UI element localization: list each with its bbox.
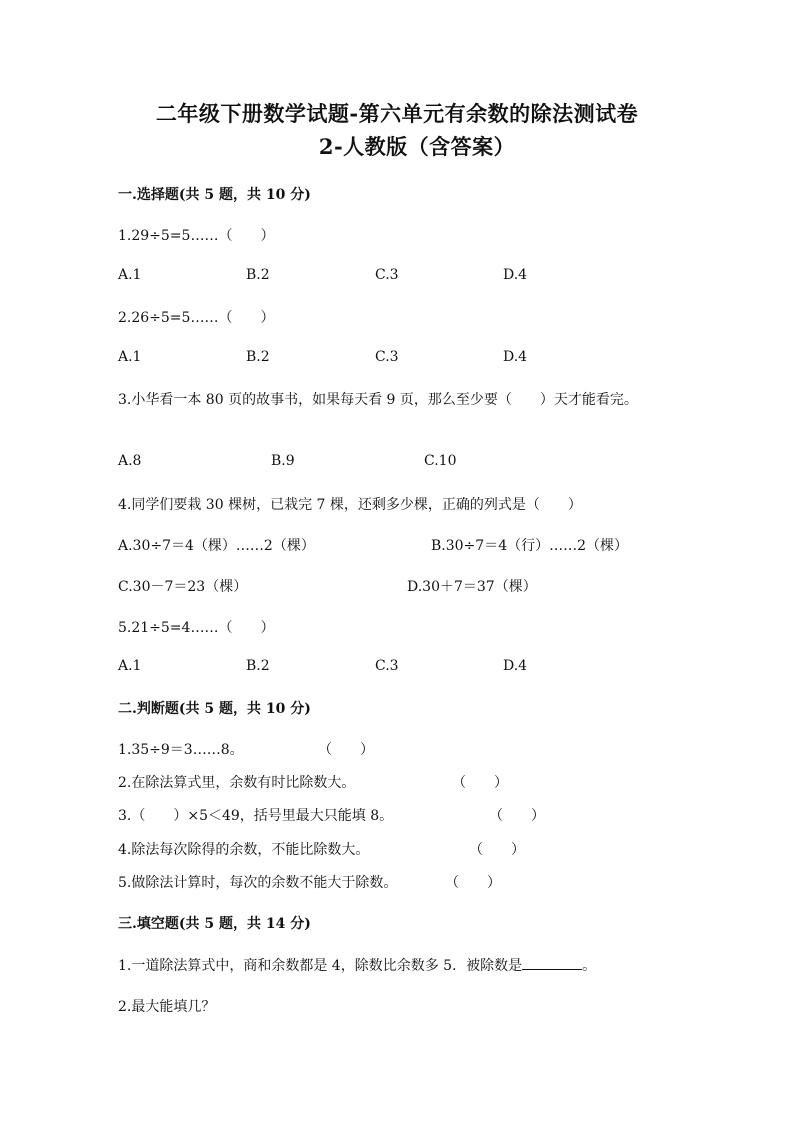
- document-title-line1: 二年级下册数学试题-第六单元有余数的除法测试卷: [155, 101, 639, 126]
- judgment-item-5: 5.做除法计算时，每次的余数不能大于除数。: [118, 875, 398, 891]
- choice-question-3: 3.小华看一本 80 页的故事书，如果每天看 9 页，那么至少要（ ）天才能看完。: [118, 392, 638, 408]
- choice-q3-option-c[interactable]: C.10: [424, 453, 457, 469]
- choice-q1-option-a[interactable]: A.1: [118, 267, 142, 283]
- judgment-answer-paren-1[interactable]: （ ）: [318, 742, 374, 758]
- choice-q4-option-a[interactable]: A.30÷7＝4（棵）……2（棵）: [118, 538, 315, 554]
- section-fill-header: 三.填空题(共 5 题，共 14 分): [118, 916, 311, 932]
- choice-q2-option-c[interactable]: C.3: [375, 349, 399, 365]
- choice-q2-option-a[interactable]: A.1: [118, 349, 142, 365]
- section-judgment-header: 二.判断题(共 5 题，共 10 分): [118, 701, 311, 717]
- choice-question-5: 5.21÷5=4……（ ）: [118, 620, 275, 636]
- judgment-answer-paren-2[interactable]: （ ）: [452, 775, 508, 791]
- fill-question-1: [118, 955, 596, 975]
- fill-answer-blank-1[interactable]: [522, 957, 582, 970]
- judgment-answer-paren-5[interactable]: （ ）: [445, 875, 501, 891]
- judgment-item-4: 4.除法每次除得的余数，不能比除数大。: [118, 842, 370, 858]
- choice-q3-option-a[interactable]: A.8: [118, 453, 142, 469]
- choice-q1-option-c[interactable]: C.3: [375, 267, 399, 283]
- choice-q5-option-d[interactable]: D.4: [503, 658, 528, 674]
- section-choice-header: 一.选择题(共 5 题，共 10 分): [118, 187, 311, 203]
- choice-q5-option-a[interactable]: A.1: [118, 658, 142, 674]
- choice-q4-option-d[interactable]: D.30＋7＝37（棵）: [407, 579, 537, 595]
- choice-q1-option-b[interactable]: B.2: [246, 267, 270, 283]
- choice-q4-option-b[interactable]: B.30÷7＝4（行）……2（棵）: [431, 538, 629, 554]
- choice-question-1: 1.29÷5=5……（ ）: [118, 228, 275, 244]
- choice-q2-option-d[interactable]: D.4: [503, 349, 528, 365]
- choice-q3-option-b[interactable]: B.9: [271, 453, 295, 469]
- document-title-line2: 2-人教版（含答案）: [318, 134, 516, 159]
- judgment-item-1: 1.35÷9＝3……8。: [118, 742, 244, 758]
- choice-q2-option-b[interactable]: B.2: [246, 349, 270, 365]
- fill-question-1-text: 1.一道除法算式中，商和余数都是 4，除数比余数多 5．被除数是: [118, 958, 523, 974]
- fill-question-2: 2.最大能填几？: [118, 999, 216, 1015]
- judgment-answer-paren-3[interactable]: （ ）: [489, 808, 545, 824]
- choice-q4-option-c[interactable]: C.30－7＝23（棵）: [118, 579, 248, 595]
- choice-question-4: 4.同学们要栽 30 棵树，已栽完 7 棵，还剩多少棵，正确的列式是（ ）: [118, 497, 582, 513]
- choice-q5-option-c[interactable]: C.3: [375, 658, 399, 674]
- choice-question-2: 2.26÷5=5……（ ）: [118, 310, 275, 326]
- fill-question-1-end: 。: [582, 958, 597, 974]
- judgment-answer-paren-4[interactable]: （ ）: [469, 842, 525, 858]
- judgment-item-3: 3.（ ）×5＜49，括号里最大只能填 8。: [118, 808, 394, 824]
- choice-q1-option-d[interactable]: D.4: [503, 267, 528, 283]
- judgment-item-2: 2.在除法算式里，余数有时比除数大。: [118, 775, 356, 791]
- choice-q5-option-b[interactable]: B.2: [246, 658, 270, 674]
